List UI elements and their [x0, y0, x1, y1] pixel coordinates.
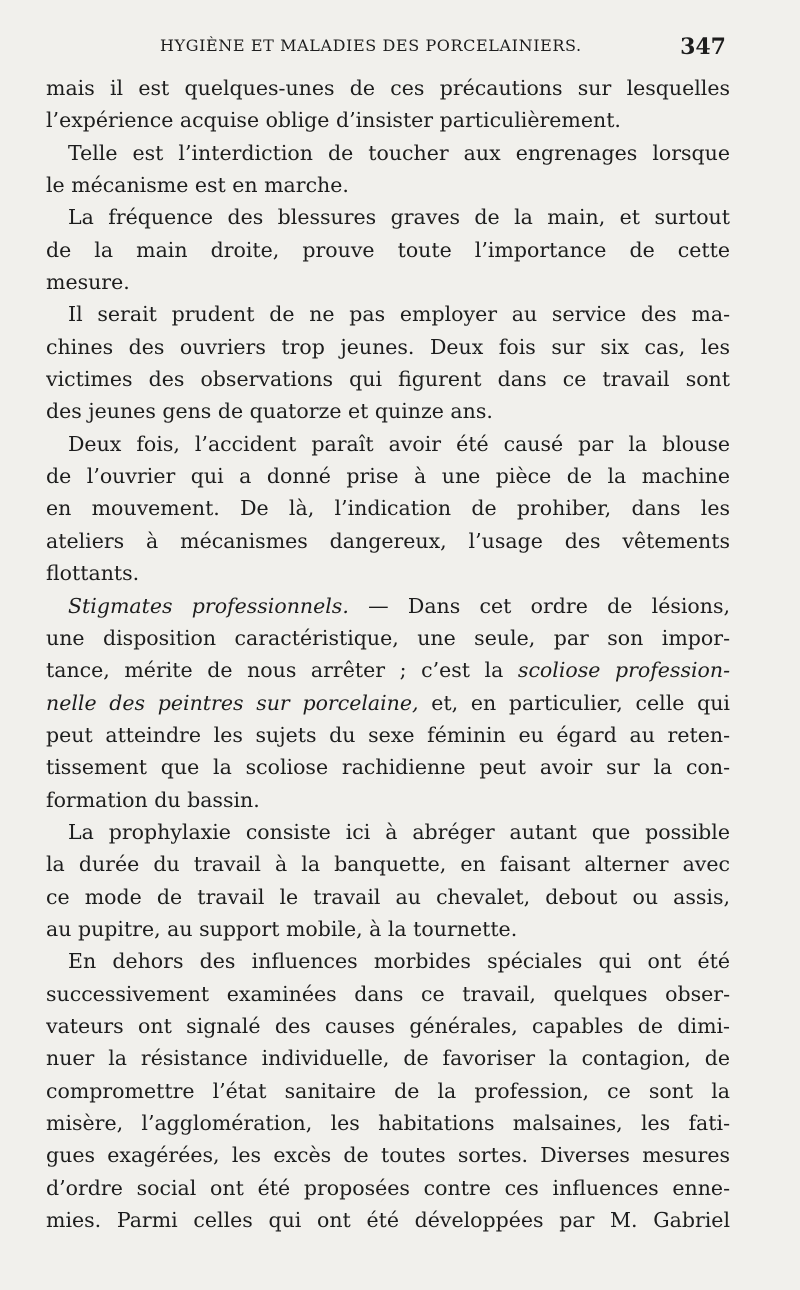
text-line: d’ordre social ont été proposées contre ces influences enne-: [46, 1175, 730, 1200]
text-line: mies. Parmi celles qui ont été développées par M. Gabriel: [46, 1208, 730, 1233]
text-line: au pupitre, au support mobile, à la tournette.: [46, 916, 518, 941]
text-line: l’expérience acquise oblige d’insister particulièrement.: [46, 108, 621, 133]
text-line: formation du bassin.: [46, 787, 260, 812]
text-line: Stigmates professionnels. — Dans cet ordre de lésions,: [68, 593, 730, 618]
text-line: La fréquence des blessures graves de la main, et surtout: [68, 205, 730, 230]
running-head: [160, 34, 750, 62]
text-line: victimes des observations qui figurent dans ce travail sont: [46, 367, 730, 392]
running-title: HYGIÈNE ET MALADIES DES PORCELAINIERS.: [160, 36, 582, 55]
text-line: vateurs ont signalé des causes générales, capables de dimi-: [46, 1013, 730, 1038]
text-line: des jeunes gens de quatorze et quinze ans.: [46, 399, 493, 424]
text-line: mais il est quelques-unes de ces précautions sur lesquelles: [46, 76, 730, 100]
text-line: chines des ouvriers trop jeunes. Deux fois sur six cas, les: [46, 334, 730, 359]
text-line: de la main droite, prouve toute l’importance de cette: [46, 237, 730, 262]
text-line: successivement examinées dans ce travail, quelques obser-: [46, 981, 730, 1006]
text-line: Deux fois, l’accident paraît avoir été causé par la blouse: [68, 431, 730, 456]
text-line: misère, l’agglomération, les habitations malsaines, les fati-: [46, 1111, 730, 1135]
text-line: ce mode de travail le travail au chevalet, debout ou assis,: [46, 884, 730, 909]
text-line: le mécanisme est en marche.: [46, 173, 349, 198]
text-line: En dehors des influences morbides spéciales qui ont été: [68, 949, 730, 974]
text-line: tance, mérite de nous arrêter ; c’est la scoliose profession-: [46, 658, 730, 683]
text-line: nuer la résistance individuelle, de favoriser la contagion, de: [46, 1046, 730, 1071]
text-line: en mouvement. De là, l’indication de prohiber, dans les: [46, 496, 730, 521]
text-line: Il serait prudent de ne pas employer au service des ma-: [68, 302, 730, 327]
body-text: [46, 72, 730, 1236]
section-heading-italic: Stigmates professionnels.: [68, 593, 349, 618]
text-line: compromettre l’état sanitaire de la profession, ce sont la: [46, 1078, 730, 1103]
text-line: nelle des peintres sur porcelaine, et, en particulier, celle qui: [46, 690, 730, 715]
text-line: ateliers à mécanismes dangereux, l’usage des vêtements: [46, 528, 730, 553]
text-line: Telle est l’interdiction de toucher aux engrenages lorsque: [68, 140, 730, 165]
text-line: mesure.: [46, 270, 130, 295]
text-line: une disposition caractéristique, une seule, par son impor-: [46, 625, 730, 650]
text-line: de l’ouvrier qui a donné prise à une pièce de la machine: [46, 464, 730, 489]
text-line: gues exagérées, les excès de toutes sortes. Diverses mesures: [46, 1143, 730, 1168]
text-line: flottants.: [46, 561, 140, 586]
text-line: peut atteindre les sujets du sexe féminin eu égard au reten-: [46, 722, 730, 747]
text-line: la durée du travail à la banquette, en faisant alterner avec: [46, 852, 730, 877]
text-line: La prophylaxie consiste ici à abréger autant que possible: [68, 819, 730, 844]
page-number: 347: [680, 34, 726, 60]
text-line: tissement que la scoliose rachidienne peut avoir sur la con-: [46, 755, 730, 780]
